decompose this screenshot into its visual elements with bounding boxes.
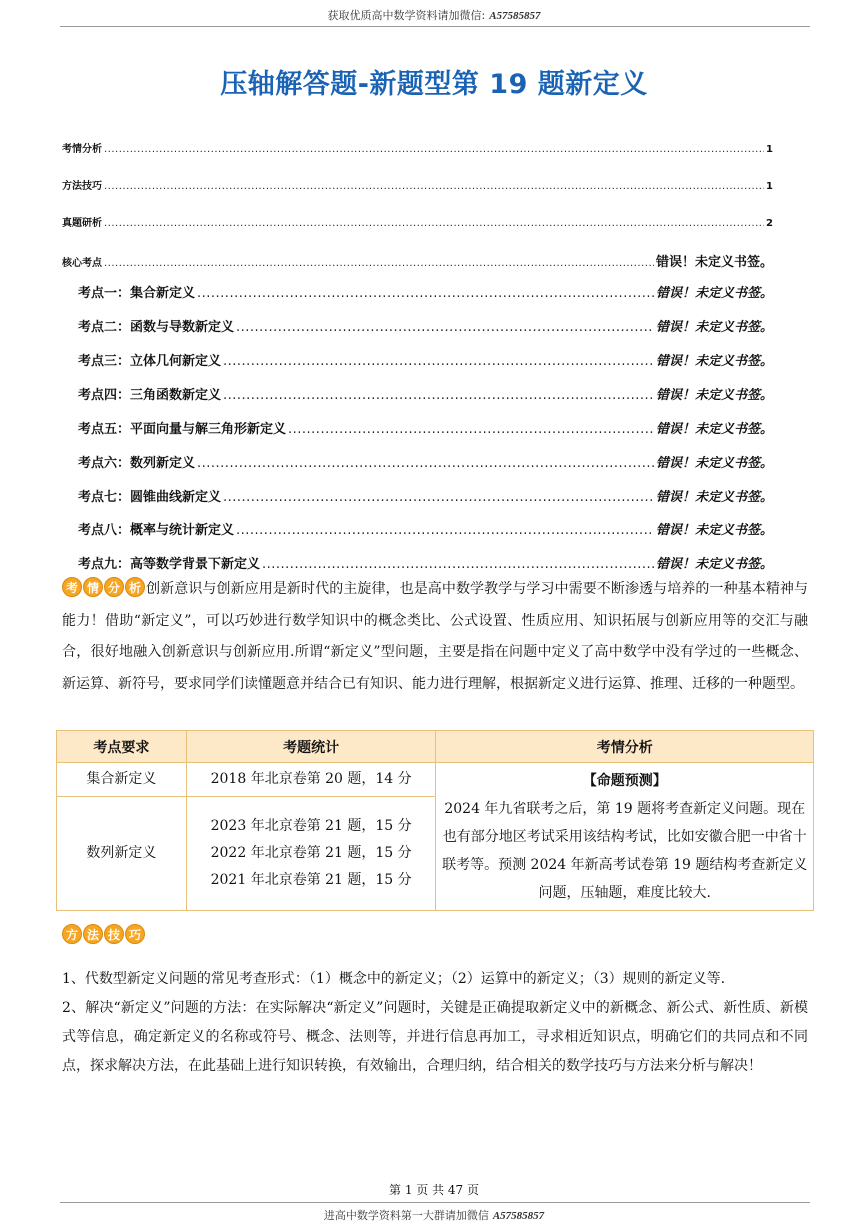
toc-label: 考点二：函数与导数新定义	[78, 320, 235, 335]
toc-leader	[197, 456, 654, 471]
section-badge-ffjq	[62, 924, 145, 944]
method-item: 2、解决“新定义”问题的方法：在实际解决“新定义”问题时，关键是正确提取新定义中的新概念、新公式、新性质、新模式等信息，确定新定义的名称或符号、概念、法则等，并进行信息再加工，寻求相近知识点，明确它们的共同点和不同点，探求解决方法，在此基础上进行知识转换，有效输出，合理归纳，结合相关的数学技巧与方法来分析与解决！	[62, 1000, 808, 1074]
intro-text: 创新意识与创新应用是新时代的主旋律，也是高中数学教学与学习中需要不断渗透与培养的一种基本精神与能力！借助“新定义”，可以巧妙进行数学知识中的概念类比、公式设置、性质应用、知识拓展与创新应用等的交汇与融合，很好地融入创新意识与创新应用.所谓“新定义”型问题，主要是指在问题中定义了高中数学中没有学过的一些概念、新运算、新符号，要求同学们读懂题意并结合已有知识、能力进行理解，根据新定义进行运算、推理、迁移的一种题型。	[62, 581, 808, 692]
toc-leader	[262, 557, 654, 572]
toc-item[interactable]	[62, 177, 773, 192]
methods-section	[62, 965, 808, 1081]
table-row	[57, 763, 814, 797]
table-cell-analysis	[436, 763, 814, 911]
badge-char: 巧	[125, 924, 145, 944]
toc-leader	[288, 422, 654, 437]
page-title: 压轴解答题-新题型第 19 题新定义	[220, 69, 648, 100]
table-header: 考点要求	[57, 731, 187, 763]
method-item: 1、代数型新定义问题的常见考查形式：（1）概念中的新定义；（2）运算中的新定义；（3）规则的新定义等.	[62, 971, 726, 987]
header-rule	[60, 26, 810, 27]
toc-leader	[223, 490, 654, 505]
toc-subitem[interactable]	[78, 350, 773, 369]
stat-line: 2022 年北京卷第 21 题，15 分	[210, 845, 412, 861]
page-number: 第 1 页 共 47 页	[389, 1183, 479, 1197]
toc-label: 考点八：概率与统计新定义	[78, 523, 235, 538]
toc-leader	[104, 258, 654, 269]
toc-subitem[interactable]	[78, 452, 773, 471]
table-cell-stat	[186, 797, 436, 911]
stat-line: 2021 年北京卷第 21 题，15 分	[210, 872, 412, 888]
toc-label: 考点六：数列新定义	[78, 456, 196, 471]
prediction-title: 【命题预测】	[582, 772, 667, 789]
badge-char: 析	[125, 577, 145, 597]
header-note	[0, 7, 868, 23]
badge-char: 法	[83, 924, 103, 944]
toc-label: 考点九：高等数学背景下新定义	[78, 557, 261, 572]
toc-label: 考点三：立体几何新定义	[78, 354, 222, 369]
badge-char: 情	[83, 577, 103, 597]
toc-subitem[interactable]	[78, 486, 773, 505]
footer-wechat: A57585857	[492, 1210, 545, 1222]
toc-page: 1	[766, 144, 773, 155]
toc-leader	[104, 181, 764, 192]
toc-subitem[interactable]	[78, 553, 773, 572]
toc-item[interactable]	[62, 140, 773, 155]
footer-text: 进高中数学资料第一大群请加微信	[323, 1209, 489, 1222]
toc-page: 错误！未定义书签。	[655, 456, 773, 471]
table-header: 考题统计	[186, 731, 436, 763]
toc-page: 错误！未定义书签。	[655, 255, 773, 270]
toc-page: 错误！未定义书签。	[655, 523, 773, 538]
exam-stats-table	[56, 730, 814, 911]
table-header-row	[57, 731, 814, 763]
toc-page: 错误！未定义书签。	[655, 320, 773, 335]
toc-page: 错误！未定义书签。	[655, 286, 773, 301]
toc-page: 1	[766, 181, 773, 192]
toc-page: 错误！未定义书签。	[655, 557, 773, 572]
table-cell-topic: 数列新定义	[57, 797, 187, 911]
badge-char: 考	[62, 577, 82, 597]
toc-label: 方法技巧	[62, 181, 102, 192]
header-wechat: A57585857	[489, 10, 541, 22]
toc-subitem[interactable]	[78, 282, 773, 301]
table-cell-stat: 2018 年北京卷第 20 题，14 分	[186, 763, 436, 797]
toc-item[interactable]	[62, 214, 773, 229]
toc-leader	[223, 388, 654, 403]
footer-rule	[60, 1202, 810, 1203]
toc-page: 错误！未定义书签。	[655, 354, 773, 369]
toc-label: 考点五：平面向量与解三角形新定义	[78, 422, 287, 437]
intro-paragraph	[62, 574, 808, 700]
toc-subitem[interactable]	[78, 519, 773, 538]
toc-item[interactable]	[62, 251, 773, 270]
badge-char: 分	[104, 577, 124, 597]
toc-page: 错误！未定义书签。	[655, 388, 773, 403]
toc-page: 错误！未定义书签。	[655, 490, 773, 505]
toc-leader	[223, 354, 654, 369]
toc-subitem[interactable]	[78, 418, 773, 437]
toc-label: 考情分析	[62, 144, 102, 155]
toc-label: 真题研析	[62, 218, 102, 229]
toc-leader	[197, 286, 654, 301]
footer-note	[0, 1207, 868, 1223]
toc-subitem[interactable]	[78, 384, 773, 403]
toc-label: 考点一：集合新定义	[78, 286, 196, 301]
table-header: 考情分析	[436, 731, 814, 763]
toc-label: 考点四：三角函数新定义	[78, 388, 222, 403]
prediction-text: 2024 年九省联考之后，第 19 题将考查新定义问题。现在也有部分地区考试采用该结构考试，比如安徽合肥一中省十联考等。预测 2024 年新高考试卷第 19 题结构考查新定义问题，压轴题，难度比较大.	[442, 800, 808, 901]
toc-page: 2	[766, 218, 773, 229]
table-cell-topic: 集合新定义	[57, 763, 187, 797]
header-text: 获取优质高中数学资料请加微信:	[327, 9, 486, 22]
toc-label: 核心考点	[62, 258, 102, 269]
toc-leader	[104, 218, 764, 229]
toc-subitem[interactable]	[78, 316, 773, 335]
badge-char: 技	[104, 924, 124, 944]
toc-leader	[236, 320, 654, 335]
toc-page: 错误！未定义书签。	[655, 422, 773, 437]
stat-line: 2023 年北京卷第 21 题，15 分	[210, 818, 412, 834]
badge-char: 方	[62, 924, 82, 944]
toc-label: 考点七：圆锥曲线新定义	[78, 490, 222, 505]
toc-leader	[236, 523, 654, 538]
toc-leader	[104, 144, 764, 155]
